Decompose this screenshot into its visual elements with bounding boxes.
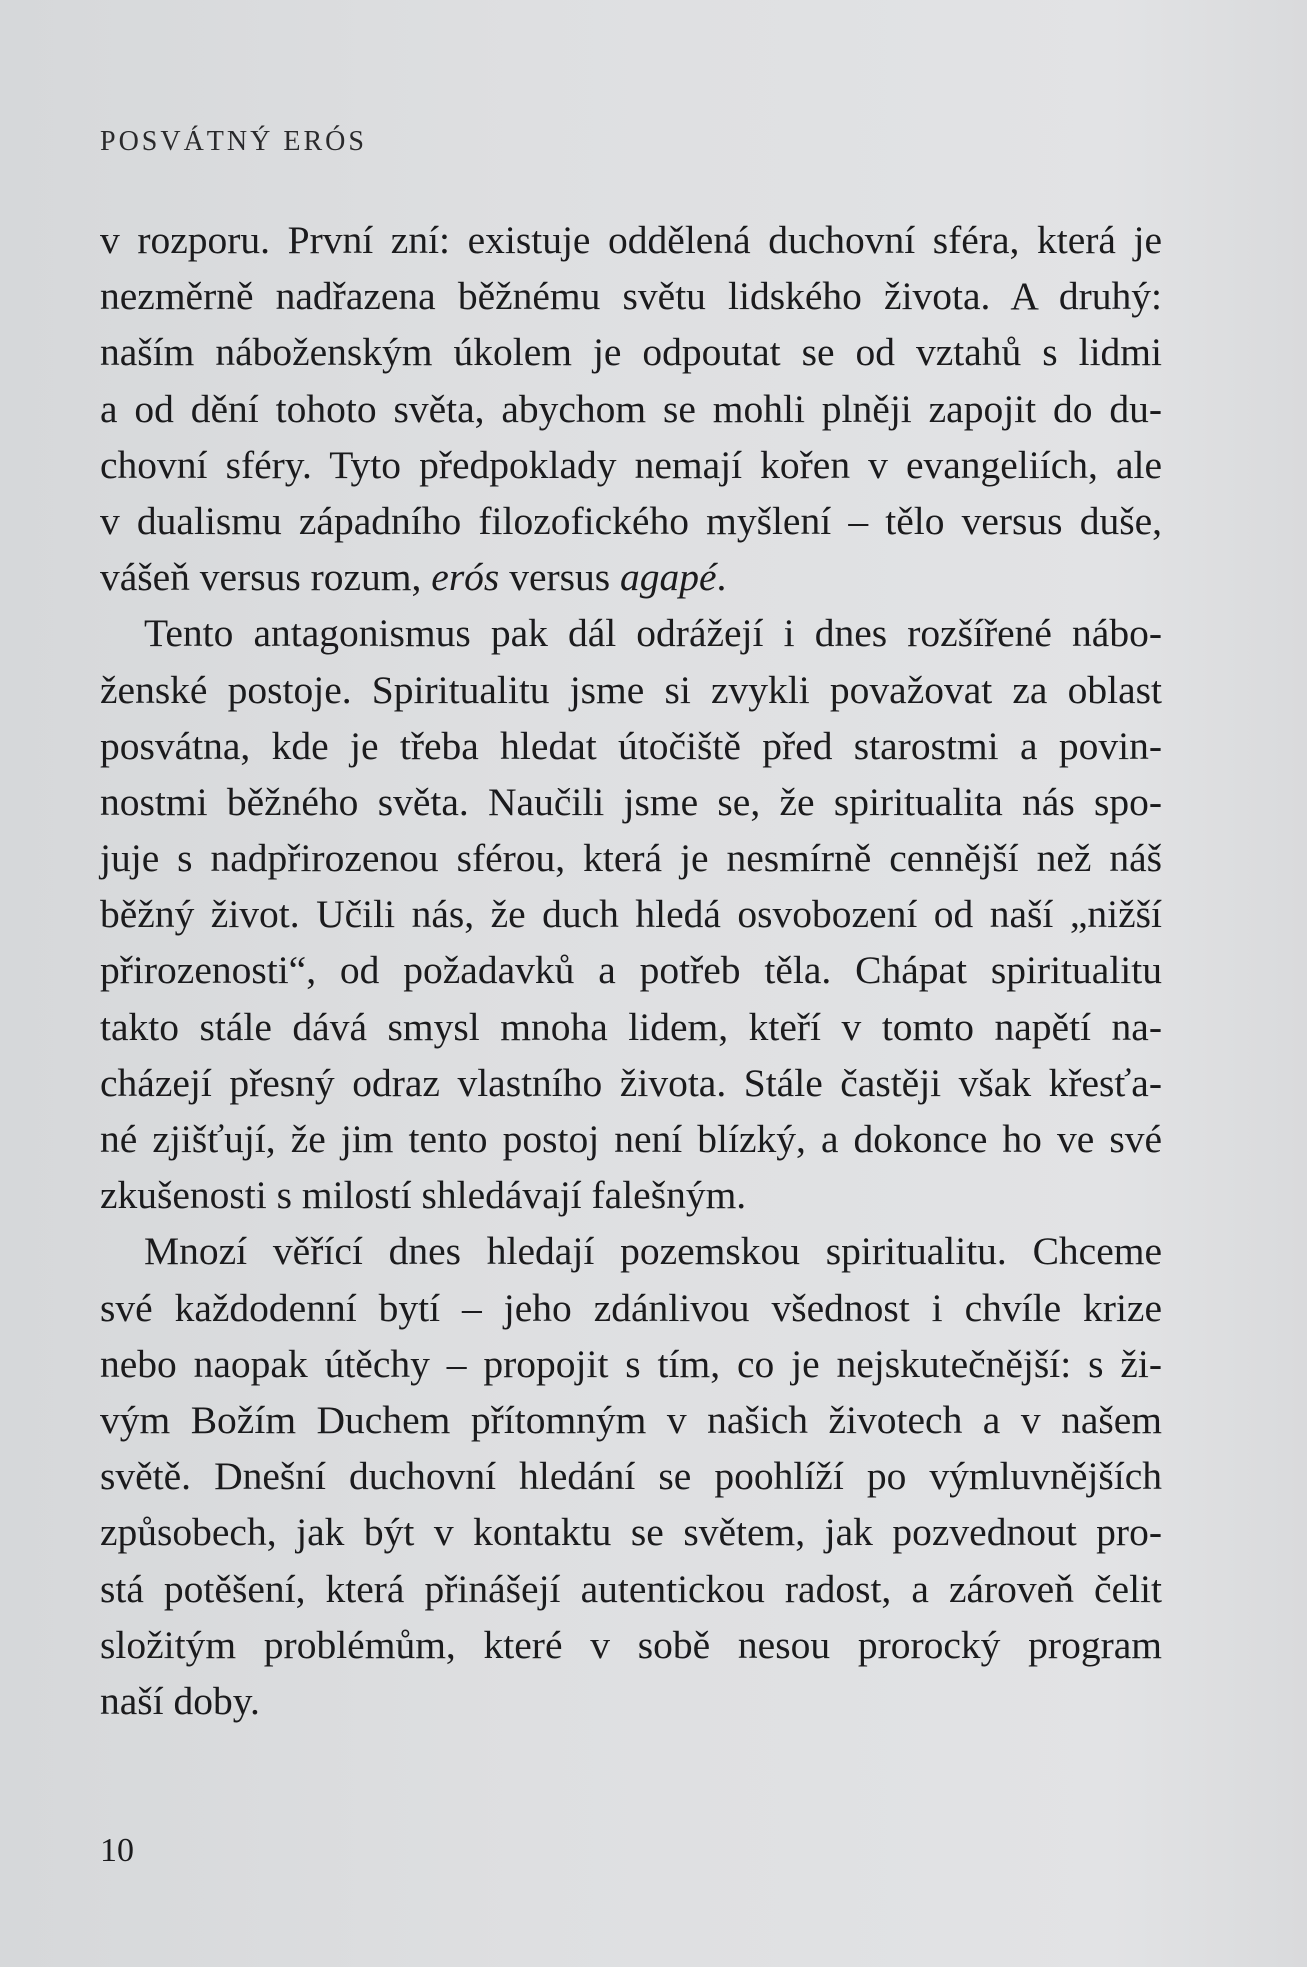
- text-line-25: stá potěšení, která přinášejí autentickou radost, a zároveň čelit: [100, 1566, 1162, 1611]
- text-line-12: juje s nadpřirozenou sférou, která je nesmírně cennější než náš: [100, 836, 1162, 881]
- text-line-6: v dualismu západního filozofického myšlení – tělo versus duše,: [100, 498, 1162, 543]
- text-line-24: způsobech, jak být v kontaktu se světem, jak pozvednout pro-: [100, 1510, 1162, 1555]
- text-line-14: přirozenosti“, od požadavků a potřeb těla. Chápat spiritualitu: [100, 948, 1162, 993]
- text-line-22: vým Božím Duchem přítomným v našich životech a v našem: [100, 1397, 1162, 1442]
- text-line-26: složitým problémům, které v sobě nesou prorocký program: [100, 1622, 1162, 1667]
- italic-term-eros: erós: [431, 555, 500, 600]
- text-line-15: takto stále dává smysl mnoha lidem, kteří v tomto napětí na-: [100, 1004, 1162, 1049]
- italic-term-agape: agapé: [620, 555, 717, 600]
- text-line-23: světě. Dnešní duchovní hledání se poohlíží po výmluvnějších: [100, 1454, 1162, 1499]
- text-segment: versus: [499, 555, 620, 600]
- text-line-8: Tento antagonismus pak dál odrážejí i dnes rozšířené nábo-: [144, 611, 1162, 656]
- text-line-5: chovní sféry. Tyto předpoklady nemají kořen v evangeliích, ale: [100, 442, 1162, 487]
- text-segment: vášeň versus rozum,: [100, 555, 432, 600]
- text-line-16: cházejí přesný odraz vlastního života. Stále častěji však křesťa-: [100, 1060, 1162, 1105]
- text-line-9: ženské postoje. Spiritualitu jsme si zvykli považovat za oblast: [100, 667, 1162, 712]
- page-number: 10: [100, 1832, 134, 1869]
- text-line-21: nebo naopak útěchy – propojit s tím, co je nejskutečnější: s ži-: [100, 1341, 1162, 1386]
- text-line-10: posvátna, kde je třeba hledat útočiště před starostmi a povin-: [100, 723, 1162, 768]
- text-line-4: a od dění tohoto světa, abychom se mohli plněji zapojit do du-: [100, 386, 1162, 431]
- text-line-2: nezměrně nadřazena běžnému světu lidského života. A druhý:: [100, 274, 1162, 319]
- running-head: POSVÁTNÝ ERÓS: [100, 126, 367, 157]
- text-line-17: né zjišťují, že jim tento postoj není blízký, a dokonce ho ve své: [100, 1117, 1162, 1161]
- text-segment: .: [716, 555, 727, 600]
- text-line-20: své každodenní bytí – jeho zdánlivou všednost i chvíle krize: [100, 1285, 1162, 1330]
- text-line-7: [100, 549, 1162, 605]
- text-line-3: naším náboženským úkolem je odpoutat se od vztahů s lidmi: [100, 330, 1162, 375]
- body-text: [100, 212, 1162, 1729]
- text-line-19: Mnozí věřící dnes hledají pozemskou spiritualitu. Chceme: [144, 1229, 1162, 1274]
- text-line-11: nostmi běžného světa. Naučili jsme se, že spiritualita nás spo-: [100, 779, 1162, 824]
- text-line-13: běžný život. Učili nás, že duch hledá osvobození od naší „nižší: [100, 892, 1162, 937]
- text-line-1: v rozporu. První zní: existuje oddělená duchovní sféra, která je: [100, 218, 1162, 262]
- text-line-27: naší doby.: [100, 1678, 260, 1723]
- text-line-18: zkušenosti s milostí shledávají falešným.: [100, 1173, 747, 1218]
